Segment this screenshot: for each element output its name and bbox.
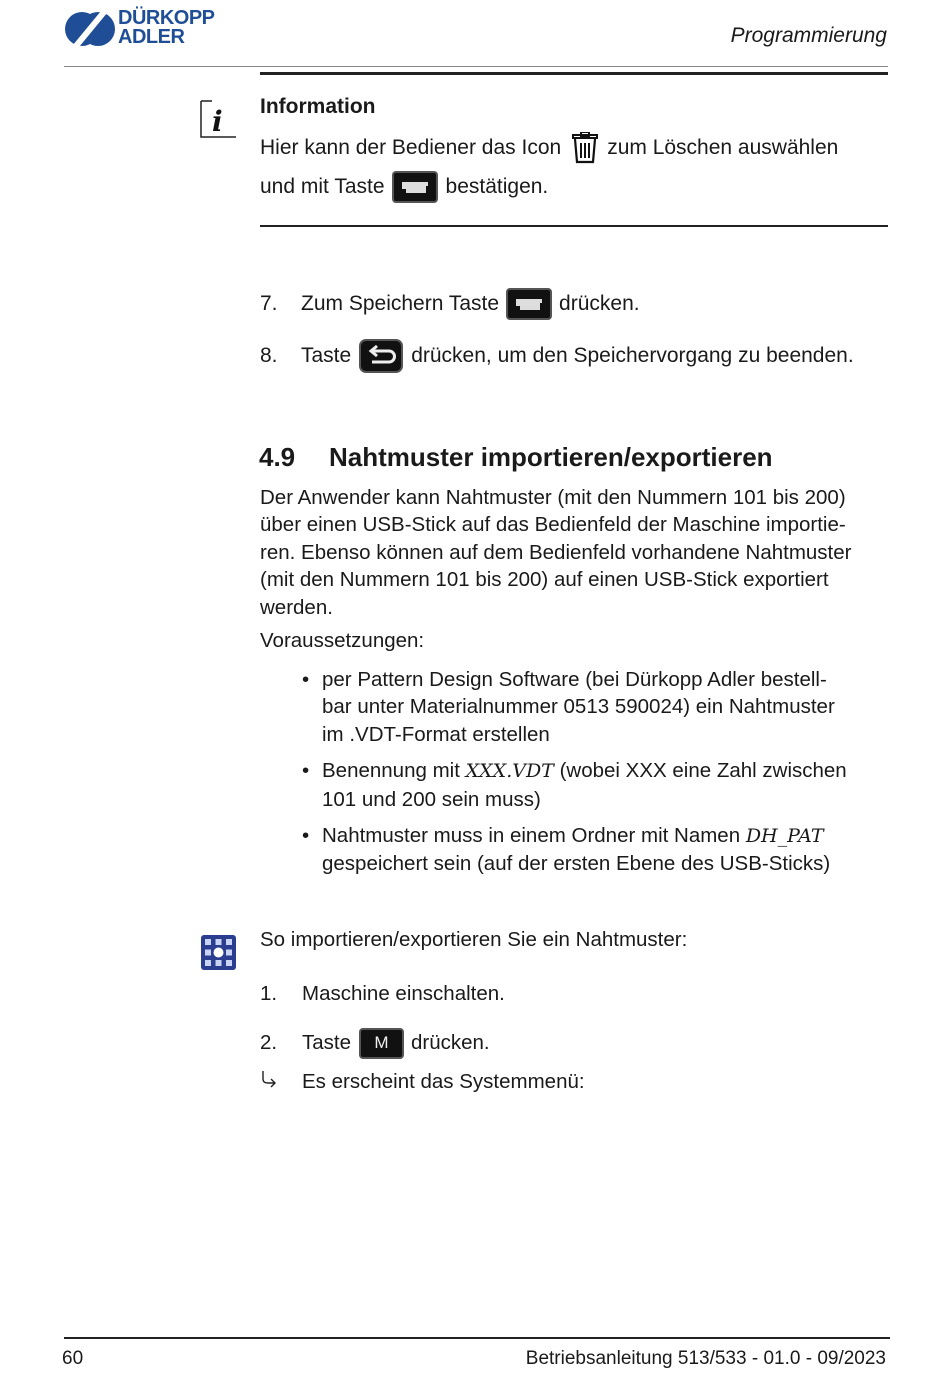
confirm-key-icon [392, 171, 438, 203]
paragraph-line: (mit den Nummern 101 bis 200) auf einen USB-Stick exportiert [260, 568, 829, 592]
paragraph-line: Der Anwender kann Nahtmuster (mit den Nummern 101 bis 200) [260, 486, 846, 509]
bullet-2-line2: 101 und 200 sein muss) [322, 787, 541, 811]
bullet-dot: • [302, 668, 310, 691]
bullet-1-line: bar unter Materialnummer 0513 590024) ein Nahtmuster [322, 695, 835, 719]
info-line1-text-b: zum Löschen auswählen [607, 136, 839, 159]
procedure-result [260, 1069, 585, 1095]
return-key-icon [359, 339, 403, 373]
step-7-number: 7. [260, 292, 278, 315]
step-1-text: Maschine einschalten. [302, 982, 505, 1005]
info-title: Information [260, 95, 376, 118]
bullet-3-text-a: Nahtmuster muss in einem Ordner mit Namen [322, 824, 741, 848]
svg-text:i: i [212, 105, 223, 138]
result-arrow-icon [260, 1069, 302, 1095]
paragraph-line: werden. [260, 595, 333, 619]
bullet-item [300, 822, 847, 878]
bullet-list [300, 666, 847, 878]
prerequisites-label: Voraussetzungen: [260, 629, 425, 652]
save-key-icon [506, 288, 552, 320]
procedure-step-1 [260, 982, 505, 1006]
bullet-item [300, 757, 847, 813]
step-8-text-a: Taste [301, 344, 352, 367]
bullet-3-line1 [322, 822, 847, 850]
document-id: Betriebsanleitung 513/533 - 01.0 - 09/2023 [525, 1348, 886, 1369]
section-heading [259, 442, 773, 473]
paragraph-line: ren. Ebenso können auf dem Bedienfeld vorhandene Nahtmuster [260, 540, 852, 564]
logo-text-line2: ADLER [118, 26, 185, 48]
section-number: 4.9 [259, 442, 296, 472]
header-rule [64, 66, 888, 67]
bullet-dot: • [302, 759, 310, 783]
section-paragraph [260, 484, 851, 621]
logo-text-line1: DÜRKOPP [118, 7, 215, 29]
bullet-dot: • [302, 824, 310, 848]
bullet-2-line1 [322, 757, 847, 785]
step-2-text-a: Taste [302, 1031, 351, 1054]
paragraph-line: über einen USB-Stick auf das Bedienfeld der Maschine importie- [260, 513, 846, 537]
step-1-number: 1. [260, 982, 278, 1005]
procedure-icon [201, 935, 236, 970]
trash-icon [571, 132, 599, 164]
step-8-number: 8. [260, 344, 278, 367]
procedure-step-2 [260, 1026, 490, 1060]
step-7-text-b: drücken. [559, 292, 640, 315]
info-line2-text-b: bestätigen. [445, 175, 549, 198]
step-8-text-b: drücken, um den Speichervorgang zu beenden. [411, 344, 854, 367]
step-2-number: 2. [260, 1031, 278, 1054]
step-7-text-a: Zum Speichern Taste [301, 292, 500, 315]
bullet-item [300, 666, 847, 748]
logo-mark-icon [64, 10, 116, 48]
step-7 [260, 286, 640, 322]
menu-key-icon: M [359, 1028, 404, 1059]
bullet-3-line2: gespeichert sein (auf der ersten Ebene des USB-Sticks) [322, 852, 831, 876]
info-line1 [260, 130, 838, 166]
page-number: 60 [62, 1348, 84, 1369]
info-line2 [260, 169, 548, 205]
logo [64, 7, 234, 50]
bullet-1-line: im .VDT-Format erstellen [322, 722, 550, 746]
step-2-text-b: drücken. [411, 1031, 490, 1054]
step-8 [260, 337, 854, 375]
procedure-intro: So importieren/exportieren Sie ein Nahtmuster: [260, 928, 688, 951]
bullet-3-code: DH_PAT [745, 825, 824, 848]
info-line1-text-a: Hier kann der Bediener das Icon [260, 136, 562, 159]
footer-rule [64, 1337, 890, 1339]
bullet-1-line: per Pattern Design Software (bei Dürkopp Adler bestell- [322, 668, 827, 691]
bullet-2-text-b: (wobei XXX eine Zahl zwischen [559, 759, 847, 783]
result-text: Es erscheint das Systemmenü: [302, 1070, 585, 1093]
header-section-title: Programmierung [730, 24, 887, 47]
info-bottom-rule [260, 225, 888, 227]
info-top-rule [260, 72, 888, 75]
section-title: Nahtmuster importieren/exportieren [329, 442, 773, 472]
bullet-2-code: XXX.VDT [465, 760, 554, 783]
info-icon [200, 100, 237, 138]
bullet-2-text-a: Benennung mit [322, 759, 460, 783]
info-line2-text-a: und mit Taste [260, 175, 385, 198]
